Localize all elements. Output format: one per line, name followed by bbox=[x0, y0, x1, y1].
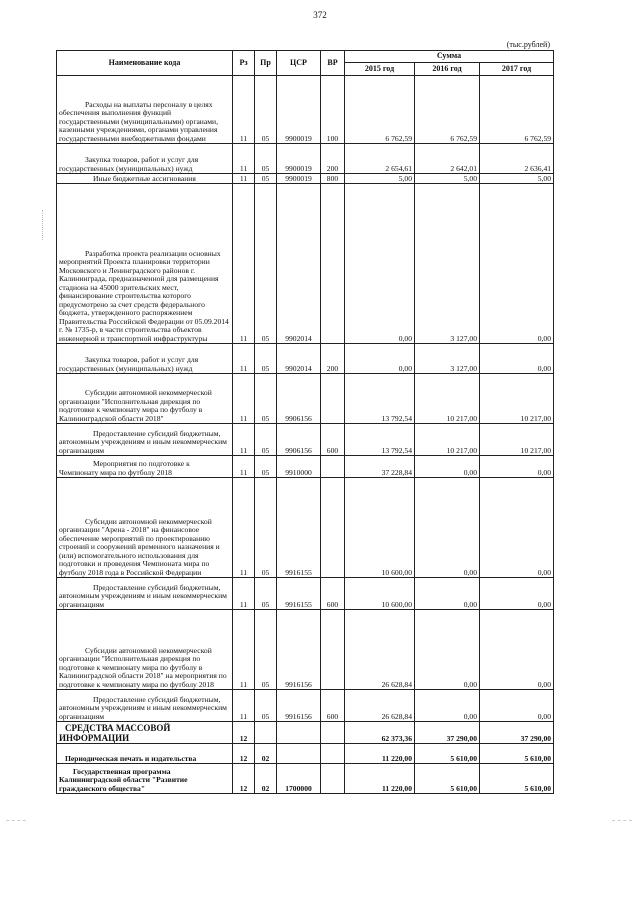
row-rz: 11 bbox=[233, 424, 255, 456]
row-name: Предоставление субсидий бюджетным, автономным учреждениям и иным некоммерческим организациям bbox=[59, 694, 227, 721]
row-2015: 10 600,00 bbox=[345, 478, 415, 578]
margin-mark-right bbox=[612, 820, 632, 821]
row-2016: 0,00 bbox=[415, 578, 480, 610]
row-2016: 5,00 bbox=[415, 174, 480, 184]
row-vr bbox=[321, 722, 345, 744]
table-row bbox=[57, 722, 554, 744]
row-pr: 05 bbox=[255, 456, 277, 478]
row-2017: 5 610,00 bbox=[480, 744, 554, 764]
row-2016: 10 217,00 bbox=[415, 424, 480, 456]
row-pr: 02 bbox=[255, 764, 277, 794]
row-2015: 0,00 bbox=[345, 184, 415, 344]
row-2015: 26 628,84 bbox=[345, 610, 415, 690]
row-pr: 05 bbox=[255, 174, 277, 184]
row-2015: 26 628,84 bbox=[345, 690, 415, 722]
row-name: Субсидии автономной некоммерческой организации "Исполнительная дирекция по подготовке к чемпионату мира по футболу в Калининградской области 2018" на мероприятия по подготовке к чемпионату мира по футболу 2018 bbox=[59, 645, 227, 689]
row-csr: 9916155 bbox=[277, 478, 321, 578]
row-csr: 9902014 bbox=[277, 344, 321, 374]
row-csr: 9900019 bbox=[277, 144, 321, 174]
row-2016: 0,00 bbox=[415, 690, 480, 722]
row-2017: 0,00 bbox=[480, 610, 554, 690]
margin-mark-left bbox=[6, 820, 26, 821]
header-vr: ВР bbox=[321, 51, 345, 76]
row-pr: 05 bbox=[255, 578, 277, 610]
row-rz: 11 bbox=[233, 344, 255, 374]
table-row bbox=[57, 610, 554, 690]
row-vr bbox=[321, 184, 345, 344]
row-2015: 11 220,00 bbox=[345, 764, 415, 794]
row-vr: 600 bbox=[321, 578, 345, 610]
row-pr: 05 bbox=[255, 610, 277, 690]
row-pr bbox=[255, 722, 277, 744]
row-csr: 9916155 bbox=[277, 578, 321, 610]
row-2016: 0,00 bbox=[415, 478, 480, 578]
table-row bbox=[57, 374, 554, 424]
row-2017: 0,00 bbox=[480, 456, 554, 478]
row-2016: 2 642,01 bbox=[415, 144, 480, 174]
row-2017: 10 217,00 bbox=[480, 374, 554, 424]
row-csr: 9902014 bbox=[277, 184, 321, 344]
row-2017: 6 762,59 bbox=[480, 76, 554, 144]
table-row bbox=[57, 344, 554, 374]
table-row bbox=[57, 76, 554, 144]
row-name: Периодическая печать и издательства bbox=[65, 753, 197, 763]
row-rz: 11 bbox=[233, 456, 255, 478]
row-vr bbox=[321, 374, 345, 424]
row-name: Мероприятия по подготовке к Чемпионату мира по футболу 2018 bbox=[59, 459, 190, 477]
row-name: СРЕДСТВА МАССОВОЙ ИНФОРМАЦИИ bbox=[59, 722, 171, 743]
header-pr: Пр bbox=[255, 51, 277, 76]
row-name: Расходы на выплаты персоналу в целях обеспечения выполнения функций государственными (муниципальными) органами, казенными учреждениями, органами управления государственными внебюджетными фондами bbox=[59, 99, 219, 143]
row-2015: 37 228,84 bbox=[345, 456, 415, 478]
row-pr: 05 bbox=[255, 184, 277, 344]
row-rz: 11 bbox=[233, 610, 255, 690]
table-row bbox=[57, 144, 554, 174]
units-label: (тыс.рублей) bbox=[506, 40, 550, 49]
row-2015: 13 792,54 bbox=[345, 424, 415, 456]
row-vr: 600 bbox=[321, 690, 345, 722]
row-pr: 05 bbox=[255, 344, 277, 374]
row-csr: 9900019 bbox=[277, 76, 321, 144]
row-2016: 3 127,00 bbox=[415, 184, 480, 344]
header-sum: Сумма bbox=[345, 51, 554, 63]
row-2016: 5 610,00 bbox=[415, 764, 480, 794]
row-csr bbox=[277, 744, 321, 764]
row-2016: 5 610,00 bbox=[415, 744, 480, 764]
row-name: Предоставление субсидий бюджетным, автономным учреждениям и иным некоммерческим организациям bbox=[59, 582, 227, 609]
row-pr: 05 bbox=[255, 374, 277, 424]
table-row bbox=[57, 478, 554, 578]
table-row bbox=[57, 764, 554, 794]
row-csr: 9916156 bbox=[277, 610, 321, 690]
row-name: Закупка товаров, работ и услуг для государственных (муниципальных) нужд bbox=[59, 355, 199, 373]
row-2015: 0,00 bbox=[345, 344, 415, 374]
row-2016: 0,00 bbox=[415, 610, 480, 690]
margin-mark bbox=[42, 210, 45, 240]
row-2015: 62 373,36 bbox=[345, 722, 415, 744]
row-2017: 2 636,41 bbox=[480, 144, 554, 174]
row-2017: 0,00 bbox=[480, 690, 554, 722]
row-csr: 9916156 bbox=[277, 690, 321, 722]
row-rz: 11 bbox=[233, 184, 255, 344]
row-vr bbox=[321, 478, 345, 578]
row-2017: 5,00 bbox=[480, 174, 554, 184]
row-2017: 10 217,00 bbox=[480, 424, 554, 456]
header-2015: 2015 год bbox=[345, 62, 415, 75]
row-vr bbox=[321, 610, 345, 690]
row-2016: 10 217,00 bbox=[415, 374, 480, 424]
row-2017: 0,00 bbox=[480, 478, 554, 578]
row-vr: 200 bbox=[321, 344, 345, 374]
row-rz: 12 bbox=[233, 764, 255, 794]
row-name: Разработка проекта реализации основных мероприятий Проекта планировки территории Московского и Ленинградского районов г. Калининграда, предназначенной для размещения стадиона на 45000 зрительских мест, финансирование строительства которого предусмотрено за счет средств федерального бюджета, утвержденного распоряжением Правительства Российской Федерации от 05.09.2014 г. № 1735-р, в части строительства объектов инженерной и транспортной инфраструктуры bbox=[59, 248, 229, 343]
row-2017: 0,00 bbox=[480, 184, 554, 344]
table-row bbox=[57, 578, 554, 610]
table-row bbox=[57, 184, 554, 344]
row-rz: 11 bbox=[233, 76, 255, 144]
header-2017: 2017 год bbox=[480, 62, 554, 75]
row-csr: 9910000 bbox=[277, 456, 321, 478]
row-vr: 600 bbox=[321, 424, 345, 456]
row-csr: 9900019 bbox=[277, 174, 321, 184]
row-vr: 800 bbox=[321, 174, 345, 184]
row-2015: 5,00 bbox=[345, 174, 415, 184]
row-csr: 9906156 bbox=[277, 424, 321, 456]
row-pr: 05 bbox=[255, 144, 277, 174]
row-pr: 05 bbox=[255, 478, 277, 578]
table-row bbox=[57, 456, 554, 478]
row-pr: 05 bbox=[255, 690, 277, 722]
row-rz: 12 bbox=[233, 744, 255, 764]
row-pr: 02 bbox=[255, 744, 277, 764]
table-row bbox=[57, 744, 554, 764]
row-rz: 11 bbox=[233, 478, 255, 578]
page-number: 372 bbox=[313, 10, 327, 20]
row-2017: 0,00 bbox=[480, 578, 554, 610]
row-2015: 11 220,00 bbox=[345, 744, 415, 764]
row-2017: 5 610,00 bbox=[480, 764, 554, 794]
row-name: Иные бюджетные ассигнования bbox=[93, 173, 196, 183]
row-rz: 12 bbox=[233, 722, 255, 744]
row-name: Закупка товаров, работ и услуг для государственных (муниципальных) нужд bbox=[59, 155, 199, 173]
row-name: Субсидии автономной некоммерческой организации "Исполнительная дирекция по подготовке к чемпионату мира по футболу в Калининградской области 2018" bbox=[59, 388, 212, 423]
row-rz: 11 bbox=[233, 144, 255, 174]
row-vr bbox=[321, 456, 345, 478]
row-pr: 05 bbox=[255, 76, 277, 144]
row-pr: 05 bbox=[255, 424, 277, 456]
row-2016: 0,00 bbox=[415, 456, 480, 478]
header-rz: Рз bbox=[233, 51, 255, 76]
table-header-row bbox=[57, 51, 554, 63]
row-name: Предоставление субсидий бюджетным, автономным учреждениям и иным некоммерческим организациям bbox=[59, 428, 227, 455]
row-rz: 11 bbox=[233, 690, 255, 722]
budget-table bbox=[56, 50, 554, 794]
row-2017: 37 290,00 bbox=[480, 722, 554, 744]
row-csr bbox=[277, 722, 321, 744]
row-2015: 2 654,61 bbox=[345, 144, 415, 174]
row-2016: 6 762,59 bbox=[415, 76, 480, 144]
table-row bbox=[57, 174, 554, 184]
row-2015: 13 792,54 bbox=[345, 374, 415, 424]
row-vr bbox=[321, 744, 345, 764]
header-2016: 2016 год bbox=[415, 62, 480, 75]
row-2015: 6 762,59 bbox=[345, 76, 415, 144]
row-vr: 200 bbox=[321, 144, 345, 174]
row-rz: 11 bbox=[233, 578, 255, 610]
row-2016: 37 290,00 bbox=[415, 722, 480, 744]
table-row bbox=[57, 690, 554, 722]
header-name: Наименование кода bbox=[57, 51, 233, 76]
row-vr: 100 bbox=[321, 76, 345, 144]
row-rz: 11 bbox=[233, 374, 255, 424]
row-name: Государственная программа Калининградской области "Развитие гражданского общества" bbox=[59, 766, 188, 793]
row-csr: 1700000 bbox=[277, 764, 321, 794]
row-csr: 9906156 bbox=[277, 374, 321, 424]
row-rz: 11 bbox=[233, 174, 255, 184]
row-vr bbox=[321, 764, 345, 794]
row-2017: 0,00 bbox=[480, 344, 554, 374]
table-row bbox=[57, 424, 554, 456]
row-2015: 10 600,00 bbox=[345, 578, 415, 610]
row-name: Субсидии автономной некоммерческой организации "Арена - 2018" на финансовое обеспечение мероприятий по проектированию строений и сооружений временного назначения и (или) вспомогательного использования для подготовки и проведения Чемпионата мира по футболу 2018 года в Российской Федерации bbox=[59, 516, 220, 577]
header-csr: ЦСР bbox=[277, 51, 321, 76]
row-2016: 3 127,00 bbox=[415, 344, 480, 374]
